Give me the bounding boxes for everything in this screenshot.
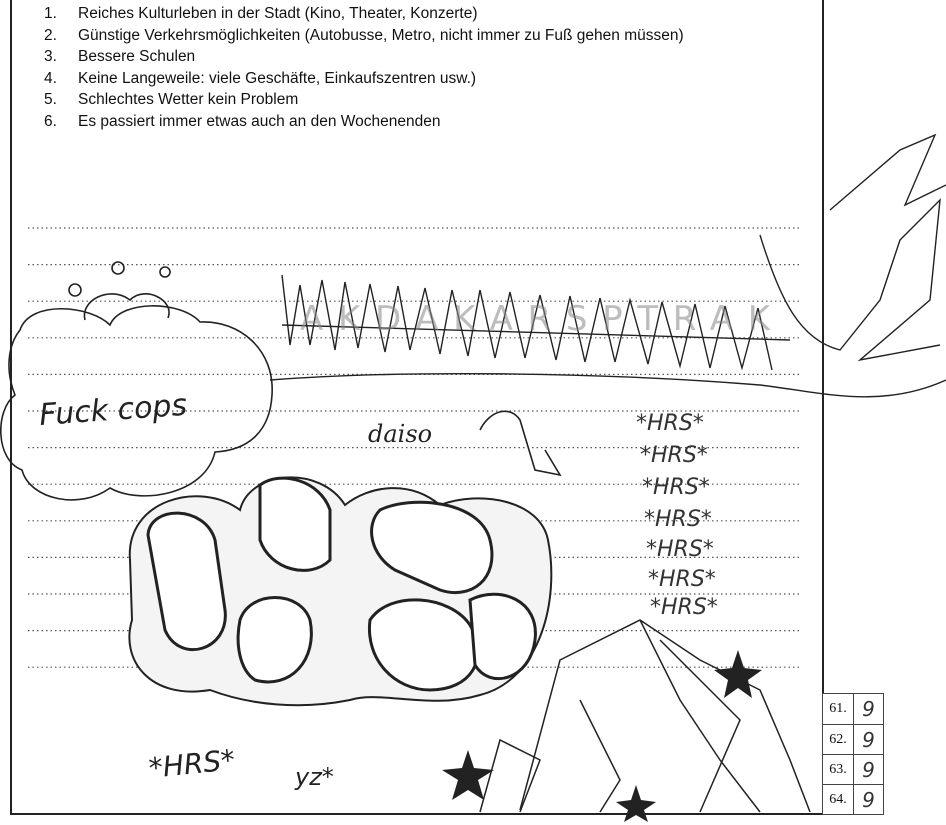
svg-text:*HRS*: *HRS* — [644, 507, 712, 532]
list-item-text: Schlechtes Wetter kein Problem — [78, 91, 299, 108]
graffiti-hrs-column — [636, 411, 718, 620]
score-label: 62. — [823, 725, 854, 755]
score-label: 64. — [823, 785, 854, 815]
svg-text:*HRS*: *HRS* — [648, 567, 716, 592]
list-item-number: 3. — [44, 48, 57, 65]
score-row — [823, 754, 883, 784]
hrs-tag: *HRS* — [636, 411, 704, 436]
list-item-number: 1. — [44, 5, 57, 22]
list-item-text: Günstige Verkehrsmöglichkeiten (Autobusse, Metro, nicht immer zu Fuß gehen müssen) — [78, 26, 684, 44]
list-item-number: 2. — [44, 26, 57, 44]
score-label: 61. — [823, 694, 854, 724]
score-mark: 9 — [862, 728, 875, 752]
list-item-number: 4. — [44, 69, 57, 87]
graffiti-spiky-tag — [270, 135, 946, 397]
graffiti-tag-large: AKDAKARSPTRAK — [300, 299, 770, 339]
score-row — [823, 724, 883, 754]
thought-bubble — [1, 262, 272, 500]
graffiti-tag-small: Fuck cops — [38, 387, 189, 433]
graffiti-scribble — [480, 411, 560, 475]
score-mark: 9 — [862, 758, 875, 782]
graffiti-bubble-letters — [129, 477, 551, 705]
svg-text:*HRS*: *HRS* — [650, 595, 718, 620]
score-mark: 9 — [862, 788, 875, 812]
list-item-text: Keine Langeweile: viele Geschäfte, Einkaufszentren usw.) — [78, 69, 477, 87]
score-box — [822, 693, 884, 815]
list-item-text: Reiches Kulturleben in der Stadt (Kino, Theater, Konzerte) — [78, 5, 478, 22]
score-row — [823, 694, 883, 724]
svg-text:*HRS*: *HRS* — [642, 475, 710, 500]
score-row — [823, 784, 883, 814]
svg-text:*HRS*: *HRS* — [646, 537, 714, 562]
graffiti-tag-hrs-bottom: *HRS* — [147, 743, 237, 785]
score-mark: 9 — [862, 697, 875, 721]
score-label: 63. — [823, 755, 854, 785]
graffiti-tag-yz: yz* — [295, 763, 334, 791]
list-item-text: Bessere Schulen — [78, 48, 196, 65]
graffiti-tag-daiso: daiso — [368, 420, 433, 448]
list-item-text: Es passiert immer etwas auch an den Wochenenden — [78, 112, 441, 130]
svg-text:*HRS*: *HRS* — [640, 443, 708, 468]
list-item-number: 6. — [44, 112, 57, 130]
list-item-number: 5. — [44, 91, 57, 108]
